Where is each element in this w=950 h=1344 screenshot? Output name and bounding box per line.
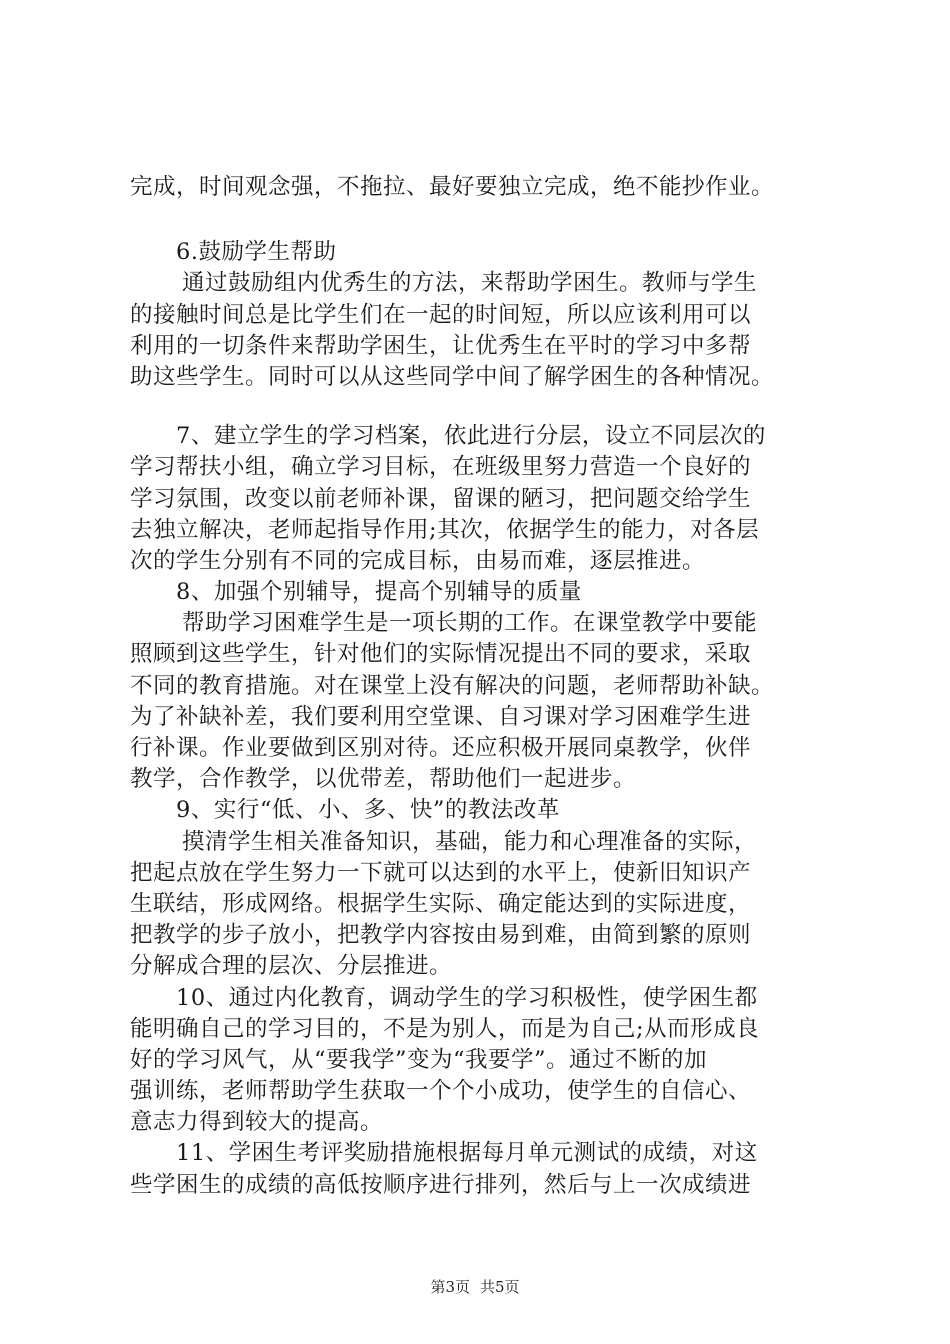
text-line: 次的学生分别有不同的完成目标，由易而难，逐层推进。 <box>130 547 706 574</box>
text-line: 生联结，形成网络。根据学生实际、确定能达到的实际进度， <box>130 890 752 917</box>
text-line: 帮助学习困难学生是一项长期的工作。在课堂教学中要能 <box>182 610 758 637</box>
section-heading-9: 9、实行“低、小、多、快”的教法改革 <box>176 797 560 824</box>
text-line: 好的学习风气，从“要我学”变为“我要学”。通过不断的加 <box>130 1046 708 1073</box>
page-number-total: 共5页 <box>480 1278 520 1296</box>
text-line: 学习氛围，改变以前老师补课，留课的陋习，把问题交给学生 <box>130 485 752 512</box>
text-line: 意志力得到较大的提高。 <box>130 1109 384 1136</box>
text-line: 去独立解决，老师起指导作用;其次，依据学生的能力，对各层 <box>130 516 760 543</box>
section-heading-8: 8、加强个别辅导，提高个别辅导的质量 <box>176 579 582 606</box>
document-body <box>130 172 842 1201</box>
text-line: 分解成合理的层次、分层推进。 <box>130 953 453 980</box>
text-line: 些学困生的成绩的高低按顺序进行排列，然后与上一次成绩进 <box>130 1171 752 1198</box>
text-line: 把教学的步子放小，把教学内容按由易到难，由简到繁的原则 <box>130 922 752 949</box>
text-line: 通过鼓励组内优秀生的方法，来帮助学困生。教师与学生 <box>182 270 758 297</box>
text-line: 照顾到这些学生，针对他们的实际情况提出不同的要求，采取 <box>130 641 752 668</box>
section-paragraph-10: 10、通过内化教育，调动学生的学习积极性，使学困生都 <box>176 984 758 1011</box>
text-line: 教学，合作教学，以优带差，帮助他们一起进步。 <box>130 766 637 793</box>
text-line: 能明确自己的学习目的，不是为别人，而是为自己;从而形成良 <box>130 1015 760 1042</box>
page-footer <box>0 1276 950 1297</box>
text-line: 为了补缺补差，我们要利用空堂课、自习课对学习困难学生进 <box>130 703 752 730</box>
text-line: 的接触时间总是比学生们在一起的时间短，所以应该利用可以 <box>130 301 752 328</box>
text-line: 利用的一切条件来帮助学困生，让优秀生在平时的学习中多帮 <box>130 332 752 359</box>
text-line: 完成，时间观念强，不拖拉、最好要独立完成，绝不能抄作业。 <box>130 174 775 200</box>
text-line: 强训练，老师帮助学生获取一个个小成功，使学生的自信心、 <box>130 1078 752 1105</box>
text-line: 把起点放在学生努力一下就可以达到的水平上，使新旧知识产 <box>130 859 752 886</box>
section-heading-6: 6.鼓励学生帮助 <box>176 239 337 266</box>
text-line: 行补课。作业要做到区别对待。还应积极开展同桌教学，伙伴 <box>130 735 752 761</box>
section-paragraph-11: 11、学困生考评奖励措施根据每月单元测试的成绩，对这 <box>176 1140 758 1167</box>
text-line: 摸清学生相关准备知识，基础，能力和心理准备的实际， <box>182 828 758 855</box>
text-line: 学习帮扶小组，确立学习目标，在班级里努力营造一个良好的 <box>130 454 752 481</box>
text-line: 助这些学生。同时可以从这些同学中间了解学困生的各种情况。 <box>130 363 775 390</box>
page-number-current: 第3页 <box>430 1278 470 1296</box>
section-paragraph-7: 7、建立学生的学习档案，依此进行分层，设立不同层次的 <box>176 423 766 450</box>
text-line: 不同的教育措施。对在课堂上没有解决的问题，老师帮助补缺。 <box>130 672 775 699</box>
